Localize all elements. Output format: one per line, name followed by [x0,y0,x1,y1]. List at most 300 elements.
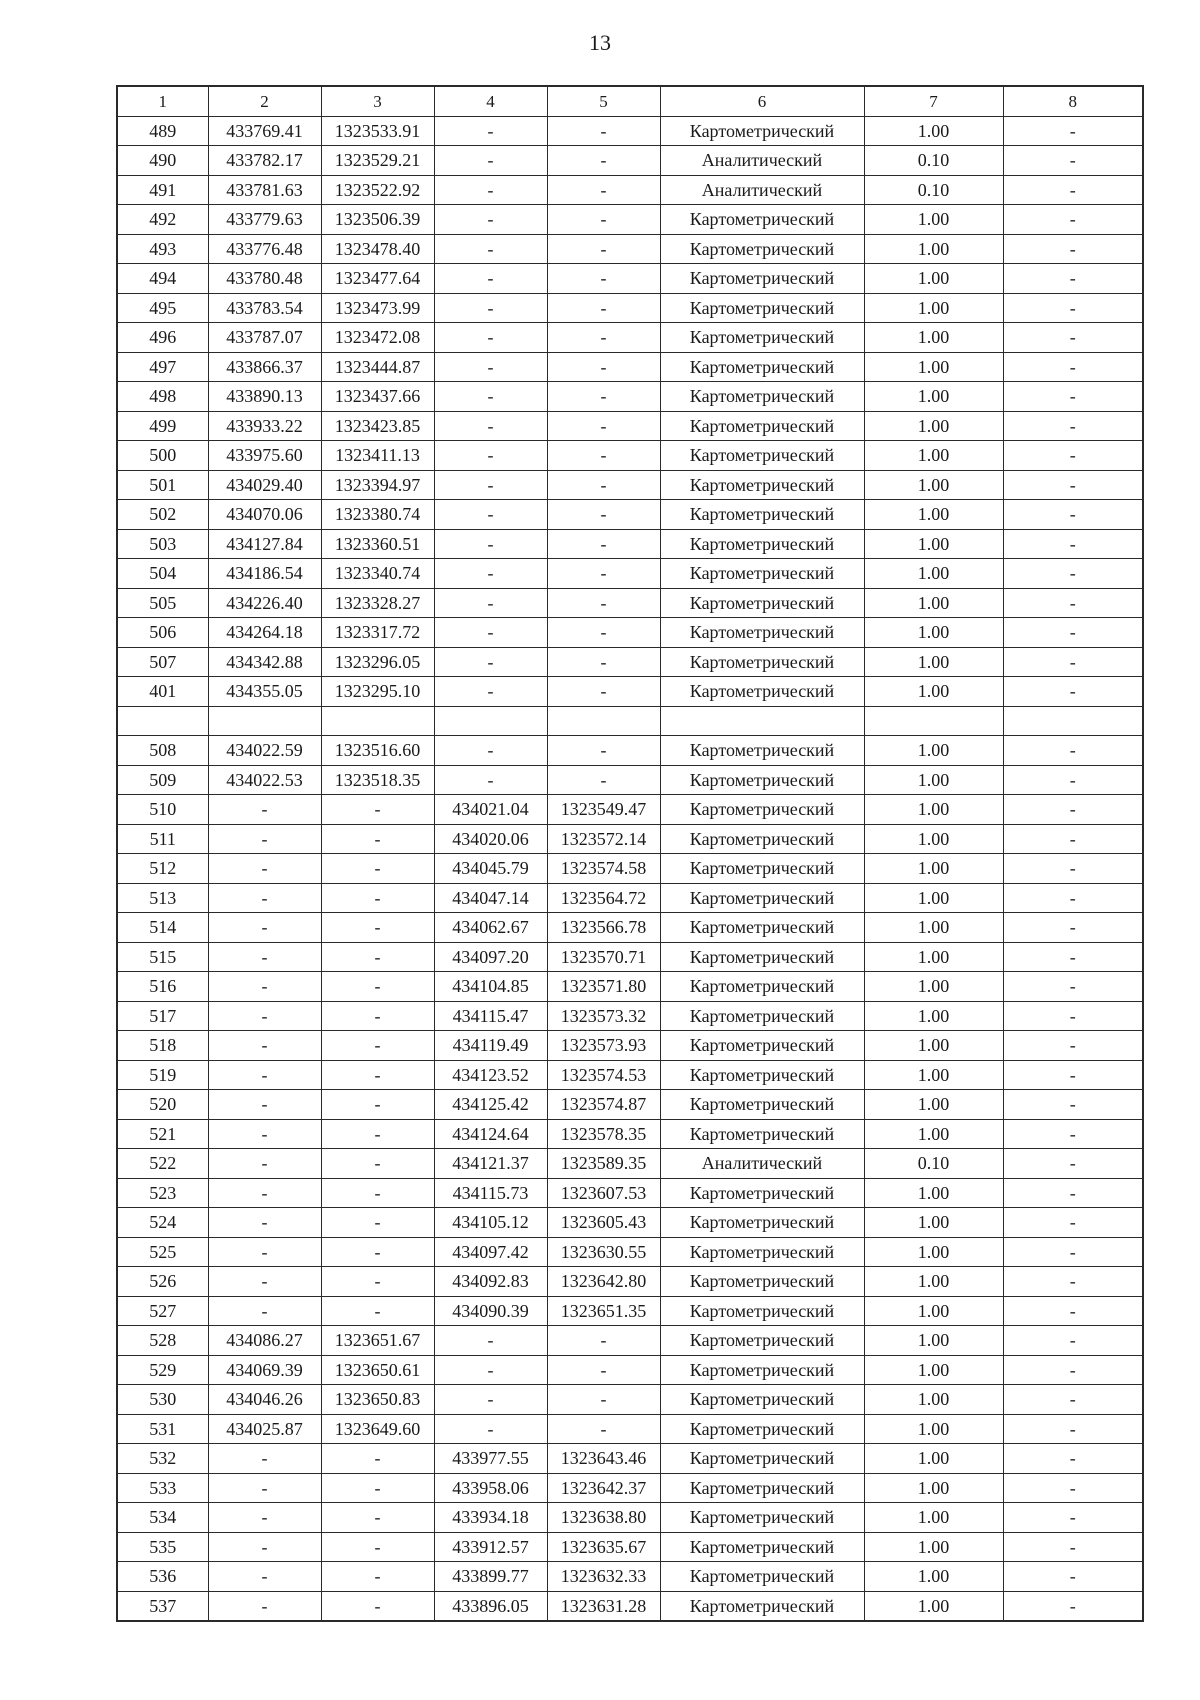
table-cell: 434022.53 [208,765,321,795]
table-cell: - [321,1090,434,1120]
table-cell: 434097.42 [434,1237,547,1267]
table-cell: 510 [117,795,208,825]
column-header: 2 [208,86,321,116]
table-cell: - [208,883,321,913]
table-cell: - [1003,883,1143,913]
table-cell: 1323529.21 [321,146,434,176]
table-cell: - [547,736,660,766]
column-header: 8 [1003,86,1143,116]
table-cell: 0.10 [864,146,1003,176]
table-cell: - [1003,1090,1143,1120]
table-cell: - [1003,854,1143,884]
table-cell: Картометрический [660,529,864,559]
table-row [117,1060,1143,1090]
table-cell: 1.00 [864,795,1003,825]
table-cell: - [1003,411,1143,441]
table-row [117,942,1143,972]
table-row [117,736,1143,766]
table-cell: - [208,1119,321,1149]
table-cell: 433958.06 [434,1473,547,1503]
table-cell: 1323642.80 [547,1267,660,1297]
table-cell: 434125.42 [434,1090,547,1120]
column-header: 3 [321,86,434,116]
table-cell: Картометрический [660,677,864,707]
table-cell: - [434,116,547,146]
table-cell: 517 [117,1001,208,1031]
table-cell: 1323437.66 [321,382,434,412]
table-cell: 434020.06 [434,824,547,854]
table-cell: - [1003,175,1143,205]
table-row [117,1178,1143,1208]
table-body [117,116,1143,1621]
table-cell: 493 [117,234,208,264]
table-cell: - [208,1267,321,1297]
table-cell: 529 [117,1355,208,1385]
table-cell: Картометрический [660,854,864,884]
table-row [117,559,1143,589]
table-cell: 1323516.60 [321,736,434,766]
table-cell: - [321,1296,434,1326]
table-cell: Картометрический [660,824,864,854]
table-cell: - [208,1503,321,1533]
table-cell: 434186.54 [208,559,321,589]
table-cell: Картометрический [660,1237,864,1267]
table-cell: 1323328.27 [321,588,434,618]
table-cell: - [547,264,660,294]
table-cell: 1323549.47 [547,795,660,825]
table-cell: 1323317.72 [321,618,434,648]
table-cell: 536 [117,1562,208,1592]
table-cell: - [321,883,434,913]
table-cell: 1.00 [864,618,1003,648]
table-cell: Картометрический [660,1562,864,1592]
table-cell: 433866.37 [208,352,321,382]
table-cell: - [208,1562,321,1592]
table-cell: Картометрический [660,1385,864,1415]
table-cell: - [1003,1208,1143,1238]
table-cell: - [1003,293,1143,323]
table-cell: - [1003,618,1143,648]
table-cell: 1.00 [864,1562,1003,1592]
table-row [117,1090,1143,1120]
table-cell: 520 [117,1090,208,1120]
table-row [117,441,1143,471]
table-cell: - [1003,913,1143,943]
table-cell: 433783.54 [208,293,321,323]
table-cell: - [547,529,660,559]
table-cell: - [434,500,547,530]
table-cell: - [1003,559,1143,589]
table-cell: 497 [117,352,208,382]
table-cell: 1323572.14 [547,824,660,854]
table-cell: 434090.39 [434,1296,547,1326]
table-cell: - [208,854,321,884]
table-row [117,913,1143,943]
table-cell: 1.00 [864,942,1003,972]
table-cell: 434070.06 [208,500,321,530]
table-cell: 512 [117,854,208,884]
table-cell: Картометрический [660,1326,864,1356]
table-cell: 1323518.35 [321,765,434,795]
table-cell: Картометрический [660,618,864,648]
table-cell: 1.00 [864,1532,1003,1562]
table-cell: 433769.41 [208,116,321,146]
table-cell: - [1003,1414,1143,1444]
table-cell: 1.00 [864,116,1003,146]
table-cell: 434124.64 [434,1119,547,1149]
table-row [117,1208,1143,1238]
table-cell: - [1003,1149,1143,1179]
column-header: 4 [434,86,547,116]
table-cell [547,706,660,736]
table-cell: - [1003,1532,1143,1562]
table-cell: Картометрический [660,942,864,972]
table-row [117,1355,1143,1385]
table-cell [864,706,1003,736]
table-cell: 1.00 [864,441,1003,471]
table-cell: - [547,323,660,353]
table-cell: 1.00 [864,1414,1003,1444]
table-cell: 514 [117,913,208,943]
table-cell: 1323411.13 [321,441,434,471]
table-cell: 1.00 [864,500,1003,530]
table-row [117,824,1143,854]
table-cell: - [208,1208,321,1238]
table-cell: 434086.27 [208,1326,321,1356]
table-cell: Аналитический [660,1149,864,1179]
table-row [117,264,1143,294]
table-cell: 1323574.87 [547,1090,660,1120]
table-cell: 1323605.43 [547,1208,660,1238]
table-cell: Картометрический [660,972,864,1002]
table-cell: 1323533.91 [321,116,434,146]
table-cell: 1323477.64 [321,264,434,294]
table-cell: 433890.13 [208,382,321,412]
table-cell: - [1003,205,1143,235]
table-cell: - [434,411,547,441]
table-cell: 495 [117,293,208,323]
table-cell: Картометрический [660,352,864,382]
table-cell: - [434,736,547,766]
table-cell: 1.00 [864,1355,1003,1385]
table-header-row [117,86,1143,116]
table-cell: Картометрический [660,1355,864,1385]
table-row [117,352,1143,382]
table-cell: 1.00 [864,1178,1003,1208]
table-row [117,529,1143,559]
table-row [117,1119,1143,1149]
table-cell: - [1003,352,1143,382]
table-cell: - [434,234,547,264]
table-cell: - [1003,1001,1143,1031]
table-cell: 1323340.74 [321,559,434,589]
table-cell: 434097.20 [434,942,547,972]
table-cell: 1.00 [864,559,1003,589]
table-cell: - [1003,116,1143,146]
table-cell: 530 [117,1385,208,1415]
table-row [117,1503,1143,1533]
table-cell: 1323394.97 [321,470,434,500]
table-cell: - [434,352,547,382]
table-cell: - [208,824,321,854]
table-cell: 1323564.72 [547,883,660,913]
table-cell: 1323578.35 [547,1119,660,1149]
table-cell: - [321,824,434,854]
table-row [117,588,1143,618]
table-cell: 532 [117,1444,208,1474]
table-cell: 1.00 [864,677,1003,707]
table-row [117,1532,1143,1562]
table-cell: - [547,1414,660,1444]
table-row [117,1001,1143,1031]
table-cell: 434104.85 [434,972,547,1002]
table-cell: Картометрический [660,1444,864,1474]
table-row [117,854,1143,884]
table-cell: Картометрический [660,234,864,264]
table-cell: 518 [117,1031,208,1061]
table-cell: 1.00 [864,323,1003,353]
coordinates-table [116,85,1144,1622]
table-cell: 434105.12 [434,1208,547,1238]
table-cell: - [547,647,660,677]
table-cell: 434046.26 [208,1385,321,1415]
table-cell: 1.00 [864,1119,1003,1149]
table-cell: 511 [117,824,208,854]
table-cell: - [434,559,547,589]
table-cell: - [547,382,660,412]
table-cell: 433779.63 [208,205,321,235]
table-cell: - [1003,1178,1143,1208]
table-cell [117,706,208,736]
table-row [117,706,1143,736]
table-cell: - [321,1444,434,1474]
table-cell: 1323643.46 [547,1444,660,1474]
table-cell: - [321,795,434,825]
table-cell: 494 [117,264,208,294]
table-cell: Картометрический [660,441,864,471]
table-cell: 1323423.85 [321,411,434,441]
table-cell: 519 [117,1060,208,1090]
table-cell: - [321,854,434,884]
table-cell: Картометрический [660,736,864,766]
table-cell: 489 [117,116,208,146]
table-cell: - [321,1149,434,1179]
table-cell: - [1003,234,1143,264]
table-cell: - [208,1178,321,1208]
table-cell: 1.00 [864,1031,1003,1061]
table-cell: 433896.05 [434,1591,547,1621]
table-row [117,883,1143,913]
table-cell: 433787.07 [208,323,321,353]
table-cell: 0.10 [864,175,1003,205]
table-cell: - [321,1208,434,1238]
table-cell: - [1003,470,1143,500]
table-cell: 513 [117,883,208,913]
table-cell: 526 [117,1267,208,1297]
table-cell: 1.00 [864,411,1003,441]
table-cell: 434115.73 [434,1178,547,1208]
table-cell: 509 [117,765,208,795]
table-cell: 1.00 [864,529,1003,559]
table-cell: - [208,1149,321,1179]
table-cell: - [547,146,660,176]
table-cell: 516 [117,972,208,1002]
table-cell: - [434,677,547,707]
table-cell: - [434,146,547,176]
table-cell: - [1003,1355,1143,1385]
table-cell: - [321,1060,434,1090]
table-cell: - [1003,942,1143,972]
table-cell: 524 [117,1208,208,1238]
table-cell: 1323566.78 [547,913,660,943]
table-cell: - [1003,1296,1143,1326]
table-row [117,205,1143,235]
table-cell: - [208,1296,321,1326]
table-cell: 1323473.99 [321,293,434,323]
table-cell: 522 [117,1149,208,1179]
table-cell: - [434,1326,547,1356]
table-cell: 433780.48 [208,264,321,294]
table-cell: 1323571.80 [547,972,660,1002]
table-row [117,972,1143,1002]
table-cell: 1323295.10 [321,677,434,707]
table-cell: - [1003,824,1143,854]
page-number: 13 [589,30,611,55]
table-cell: - [1003,1031,1143,1061]
table-cell: Картометрический [660,795,864,825]
table-cell: Картометрический [660,765,864,795]
table-cell: Картометрический [660,1001,864,1031]
table-cell: - [434,293,547,323]
table-cell: 1323631.28 [547,1591,660,1621]
column-header: 7 [864,86,1003,116]
table-cell: - [321,1562,434,1592]
table-cell: 528 [117,1326,208,1356]
table-cell: 1323574.58 [547,854,660,884]
table-cell: - [1003,647,1143,677]
table-cell: 1.00 [864,588,1003,618]
table-cell: Картометрический [660,1119,864,1149]
table-cell: 1323651.67 [321,1326,434,1356]
table-cell: 1.00 [864,647,1003,677]
table-cell: - [434,529,547,559]
table-cell: - [1003,1237,1143,1267]
table-cell: - [1003,736,1143,766]
table-cell: 527 [117,1296,208,1326]
table-cell: 492 [117,205,208,235]
table-cell: - [547,588,660,618]
table-cell: 496 [117,323,208,353]
table-cell: - [547,618,660,648]
table-cell: 1.00 [864,883,1003,913]
table-cell: 1.00 [864,1326,1003,1356]
table-cell: - [321,1473,434,1503]
table-cell: Картометрический [660,1060,864,1090]
table-cell: 1.00 [864,736,1003,766]
table-cell: - [1003,382,1143,412]
table-cell: - [1003,1473,1143,1503]
table-cell: 1.00 [864,1237,1003,1267]
table-cell: 1323380.74 [321,500,434,530]
table-cell: 1323651.35 [547,1296,660,1326]
table-cell: - [434,1355,547,1385]
table-row [117,1031,1143,1061]
table-cell: 500 [117,441,208,471]
table-row [117,1237,1143,1267]
table-cell: - [547,116,660,146]
table-cell: 434121.37 [434,1149,547,1179]
table-cell: 1323472.08 [321,323,434,353]
table-cell: 434045.79 [434,854,547,884]
table-row [117,765,1143,795]
table-cell [1003,706,1143,736]
table-cell: Картометрический [660,1090,864,1120]
table-cell: Картометрический [660,1473,864,1503]
table-cell: - [321,1503,434,1533]
table-cell: - [208,913,321,943]
table-cell: 1323630.55 [547,1237,660,1267]
table-cell: - [208,795,321,825]
table-cell: 1.00 [864,854,1003,884]
table-cell: 401 [117,677,208,707]
table-cell: - [208,1001,321,1031]
table-cell: - [1003,588,1143,618]
table-row [117,234,1143,264]
table-cell: - [547,175,660,205]
table-cell: 433912.57 [434,1532,547,1562]
table-cell: 501 [117,470,208,500]
table-cell: - [208,1237,321,1267]
table-cell: 1323632.33 [547,1562,660,1592]
table-cell: Картометрический [660,1532,864,1562]
table-cell: - [321,942,434,972]
table-cell: 508 [117,736,208,766]
table-row [117,1385,1143,1415]
table-cell: Картометрический [660,293,864,323]
table-cell: - [1003,1591,1143,1621]
table-row [117,323,1143,353]
table-cell: 1.00 [864,382,1003,412]
table-cell: 434025.87 [208,1414,321,1444]
table-cell: - [547,500,660,530]
table-cell: 1.00 [864,1060,1003,1090]
table-cell: 434047.14 [434,883,547,913]
table-cell: Картометрический [660,1503,864,1533]
table-cell: 1323649.60 [321,1414,434,1444]
table-cell: - [208,1090,321,1120]
table-cell: 505 [117,588,208,618]
table-cell: - [321,1031,434,1061]
table-cell: Картометрический [660,382,864,412]
table-cell: Картометрический [660,205,864,235]
table-cell: 531 [117,1414,208,1444]
table-cell: - [434,618,547,648]
table-cell: - [208,1591,321,1621]
table-cell: 1323607.53 [547,1178,660,1208]
table-cell: 1.00 [864,1267,1003,1297]
table-cell: 1.00 [864,1385,1003,1415]
table-cell: - [1003,795,1143,825]
table-cell: 1.00 [864,1296,1003,1326]
table-cell: Картометрический [660,1178,864,1208]
table-cell: - [208,942,321,972]
table-cell: Картометрический [660,1296,864,1326]
table-cell: 499 [117,411,208,441]
table-cell: Картометрический [660,470,864,500]
table-cell: - [321,1591,434,1621]
table-cell: 1323506.39 [321,205,434,235]
table-cell: - [547,293,660,323]
